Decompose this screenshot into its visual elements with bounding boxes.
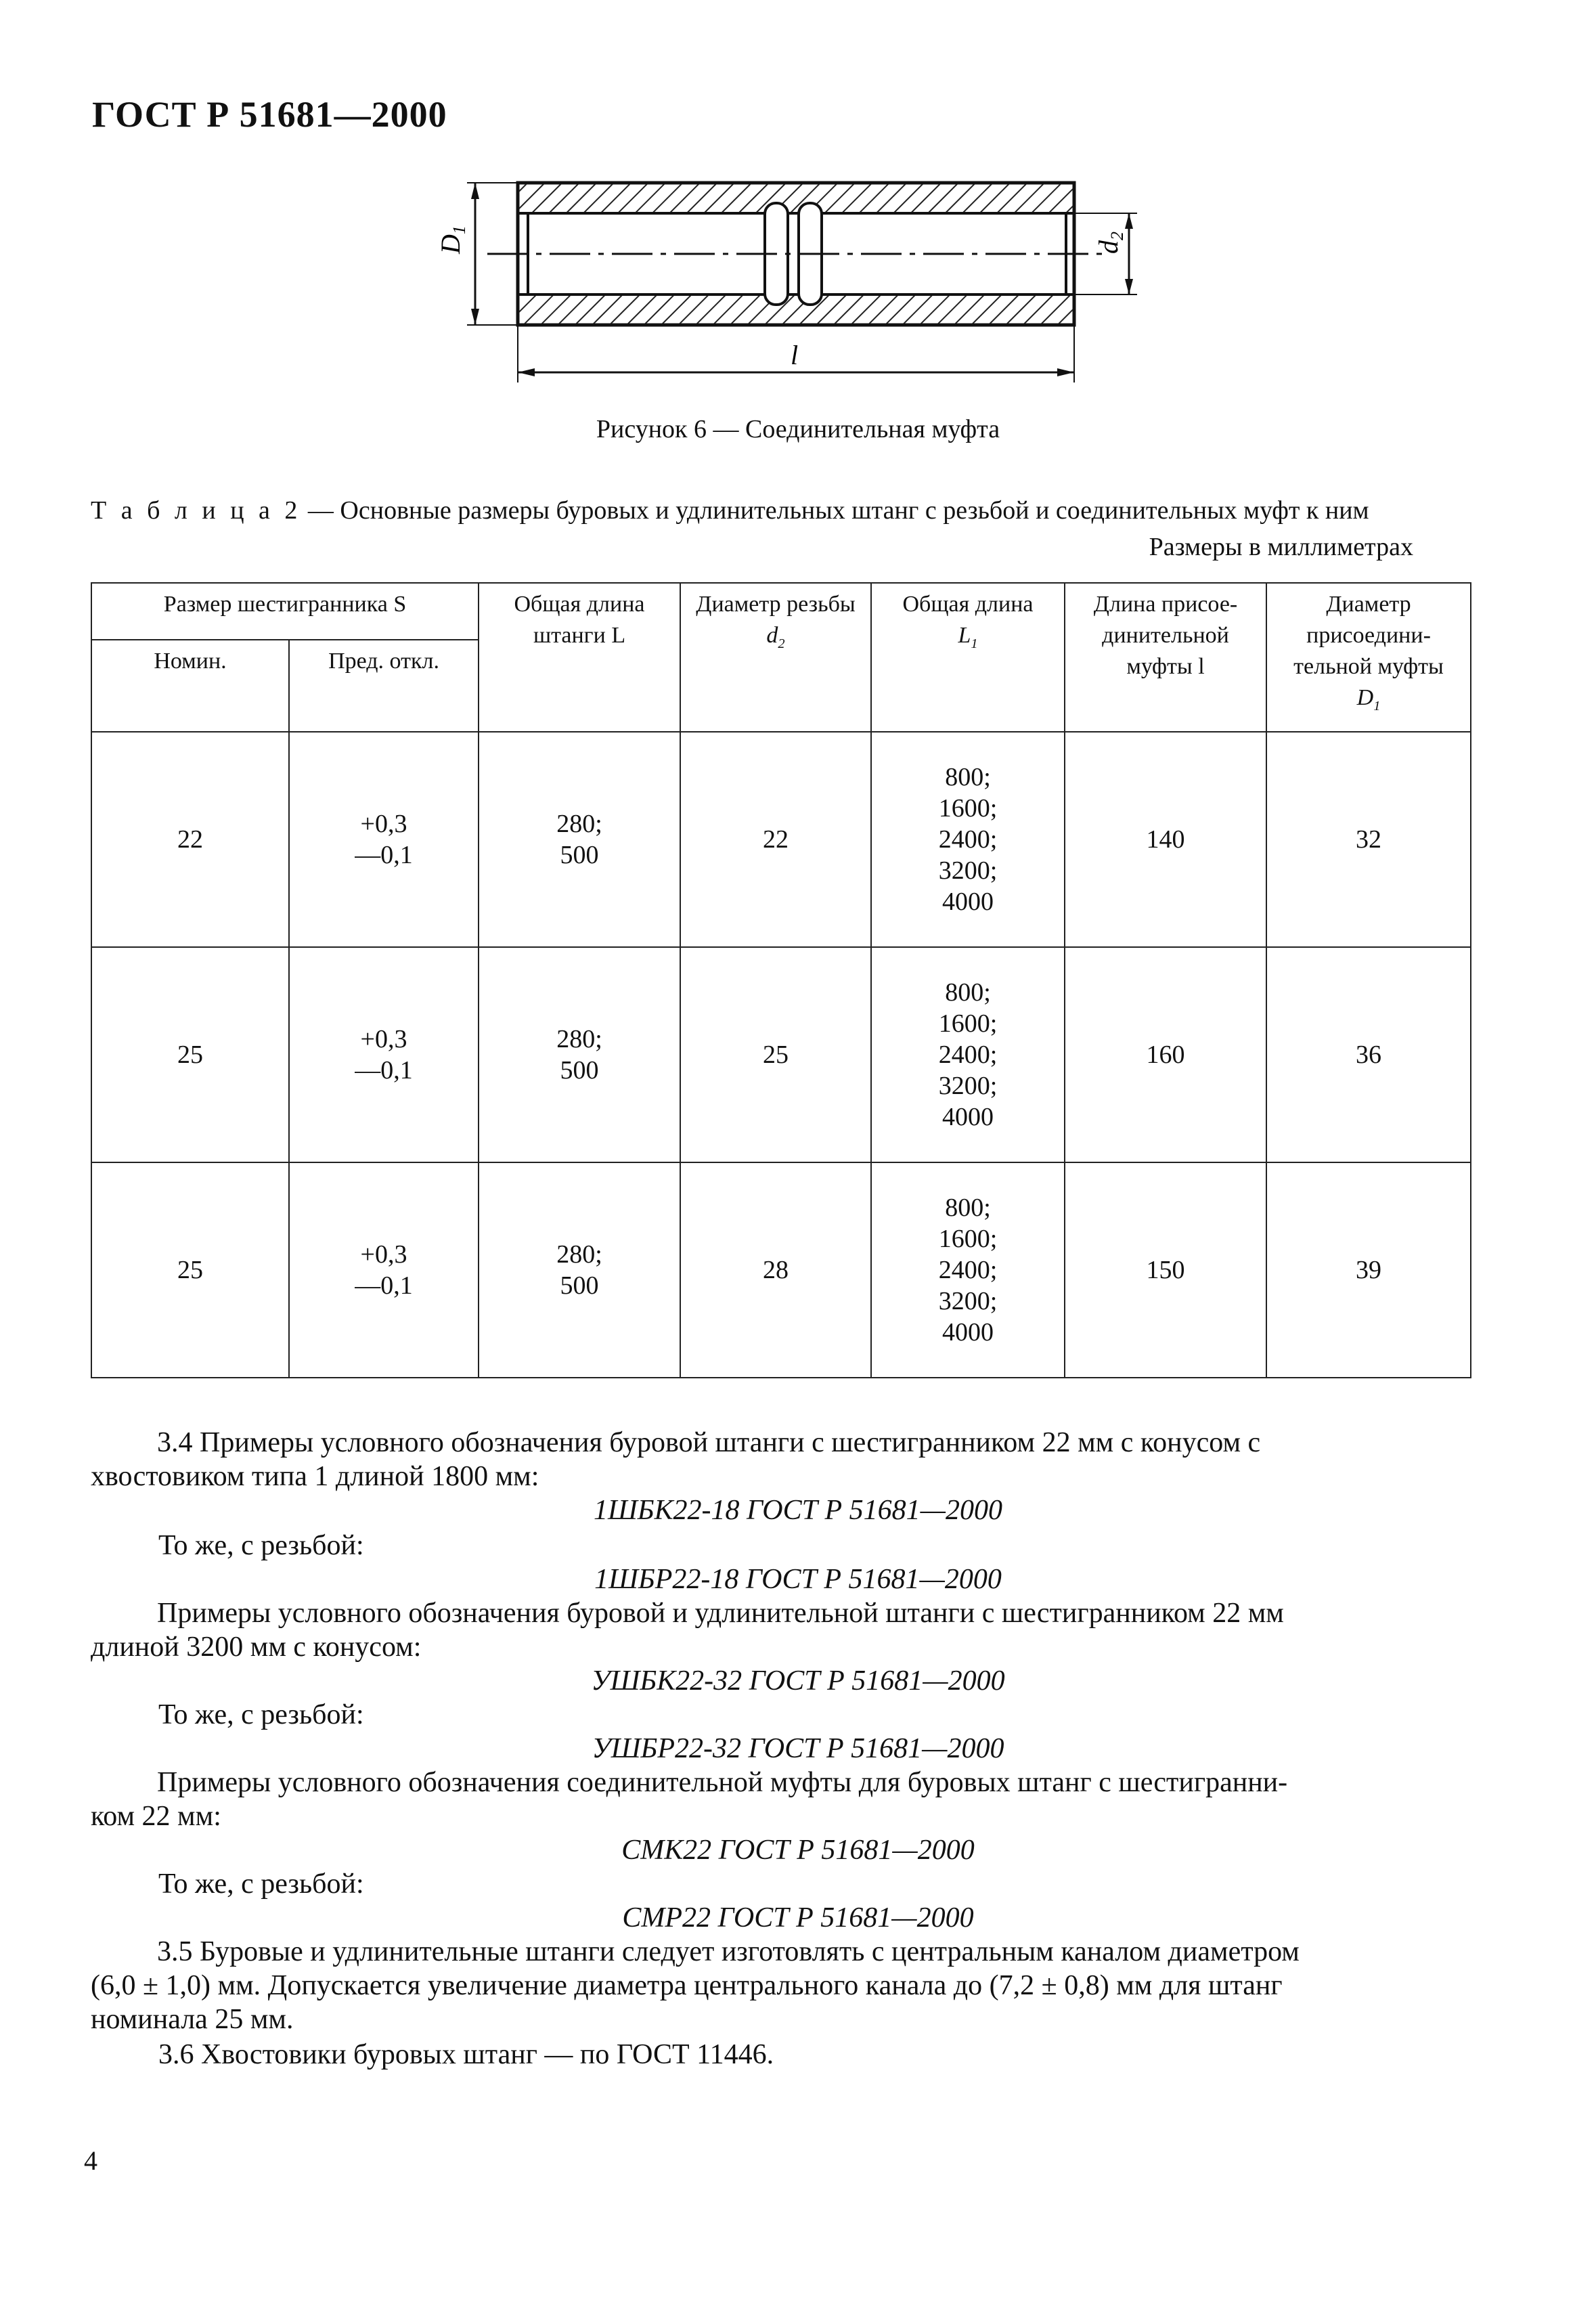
paragraph-examples-coupling: Примеры условного обозначения соединительной муфты для буровых штанг с шестигранни- ком 22 мм: [91, 1767, 1288, 1832]
cell-l1: 800; 1600; 2400; 3200; 4000 [871, 1162, 1065, 1378]
cell-nominal: 25 [91, 947, 289, 1162]
table-row [91, 732, 1471, 947]
paragraph-3-4: 3.4 Примеры условного обозначения буровой штанги с шестигранником 22 мм с конусом с хвостовиком типа 1 длиной 1800 мм: [91, 1427, 1261, 1492]
cell-coupling-length: 140 [1065, 732, 1266, 947]
header-total-length: Общая длина штанги L [479, 583, 680, 732]
page-number: 4 [84, 2145, 97, 2176]
cell-thread: 25 [680, 947, 871, 1162]
cell-thread: 28 [680, 1162, 871, 1378]
designation-example: 1ШБР22-18 ГОСТ Р 51681—2000 [594, 1564, 1002, 1595]
designation-example: 1ШБК22-18 ГОСТ Р 51681—2000 [594, 1495, 1002, 1526]
cell-length: 280; 500 [479, 1162, 680, 1378]
cell-coupling-length: 150 [1065, 1162, 1266, 1378]
cell-tolerance: +0,3 —0,1 [289, 1162, 479, 1378]
label-l: l [791, 340, 799, 370]
designation-example: СМК22 ГОСТ Р 51681—2000 [621, 1835, 975, 1866]
cell-coupling-diameter: 39 [1266, 1162, 1471, 1378]
same-with-thread-label: То же, с резьбой: [158, 1868, 364, 1900]
header-coupling-length: Длина присое-динительной муфты l [1065, 583, 1266, 732]
same-with-thread-label: То же, с резьбой: [158, 1530, 364, 1561]
coupling-drawing [420, 169, 1178, 393]
cell-length: 280; 500 [479, 732, 680, 947]
table-label: Т а б л и ц а 2 [91, 496, 302, 525]
paragraph-3-5: 3.5 Буровые и удлинительные штанги следует изготовлять с центральным каналом диаметром (6,0 ± 1,0) мм. Допускается увеличение диаметра центрального канала до (7,2 ± 0,8) мм для штанг номинала 25 мм. [91, 1936, 1300, 2035]
header-hex-size: Размер шестигранника S [91, 583, 479, 640]
cell-coupling-diameter: 32 [1266, 732, 1471, 947]
header-total-length-l1: Общая длина $L_1$ [871, 583, 1065, 732]
cell-length: 280; 500 [479, 947, 680, 1162]
paragraph-3-6: 3.6 Хвостовики буровых штанг — по ГОСТ 11446. [158, 2039, 774, 2070]
cell-l1: 800; 1600; 2400; 3200; 4000 [871, 732, 1065, 947]
cell-tolerance: +0,3 —0,1 [289, 947, 479, 1162]
cell-coupling-length: 160 [1065, 947, 1266, 1162]
figure-caption: Рисунок 6 — Соединительная муфта [596, 415, 1000, 443]
same-with-thread-label: То же, с резьбой: [158, 1699, 364, 1730]
table-units: Размеры в миллиметрах [1149, 533, 1413, 561]
cell-tolerance: +0,3 —0,1 [289, 732, 479, 947]
header-thread-diameter: Диаметр резьбы $d_2$ [680, 583, 871, 732]
document-header: ГОСТ Р 51681—2000 [92, 94, 447, 135]
paragraph-examples-extension: Примеры условного обозначения буровой и удлинительной штанги с шестигранником 22 мм длиной 3200 мм с конусом: [91, 1598, 1284, 1663]
cell-nominal: 22 [91, 732, 289, 947]
table-title [91, 496, 1369, 525]
designation-example: УШБР22-32 ГОСТ Р 51681—2000 [592, 1733, 1004, 1764]
table-caption: — Основные размеры буровых и удлинительных штанг с резьбой и соединительных муфт к ним [301, 496, 1369, 525]
cell-l1: 800; 1600; 2400; 3200; 4000 [871, 947, 1065, 1162]
label-D1: $D_1$ [435, 225, 469, 254]
dimensions-table [91, 582, 1471, 1378]
cell-thread: 22 [680, 732, 871, 947]
cell-coupling-diameter: 36 [1266, 947, 1471, 1162]
header-coupling-diameter: Диаметр присоедини-тельной муфты $D_1$ [1266, 583, 1471, 732]
header-nominal: Номин. [91, 640, 289, 732]
label-d2: $d_2$ [1093, 232, 1127, 254]
table-row [91, 1162, 1471, 1378]
designation-example: СМР22 ГОСТ Р 51681—2000 [622, 1902, 974, 1933]
header-tolerance: Пред. откл. [289, 640, 479, 732]
table-row [91, 947, 1471, 1162]
cell-nominal: 25 [91, 1162, 289, 1378]
designation-example: УШБК22-32 ГОСТ Р 51681—2000 [591, 1665, 1005, 1697]
